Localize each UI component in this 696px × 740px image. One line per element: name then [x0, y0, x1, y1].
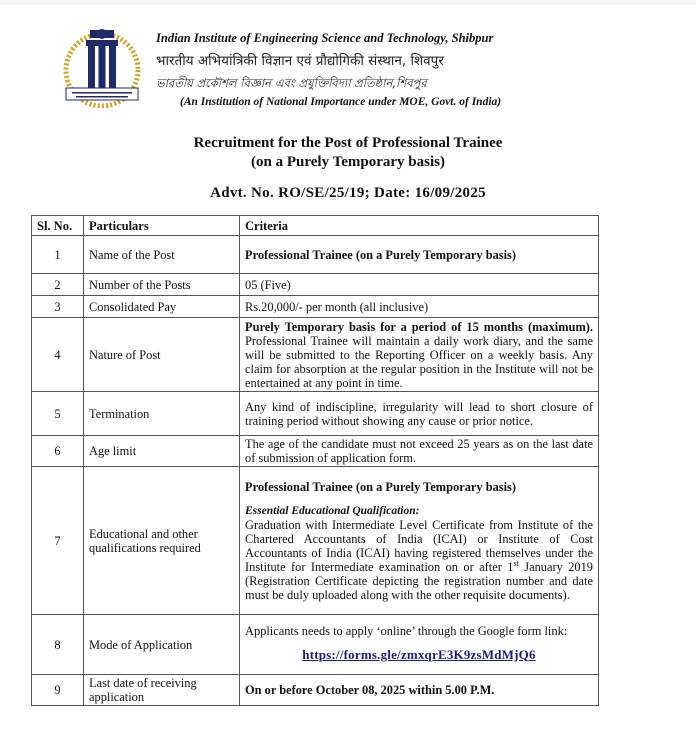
institute-name-bengali: ভারতীয় প্রকৌশল বিজ্ঞান এবং প্রযুক্তিবিদ্যা প্রতিষ্ঠান,শিবপুর: [156, 76, 427, 90]
table-row: [32, 436, 599, 467]
institute-name-english: Indian Institute of Engineering Science and Technology, Shibpur: [156, 31, 494, 45]
row-criteria: Rs.20,000/- per month (all inclusive): [240, 296, 599, 318]
table-row: [32, 615, 599, 675]
row-sl: 3: [32, 296, 84, 318]
row-criteria: [240, 467, 599, 615]
column-header-criteria: Criteria: [240, 216, 599, 236]
column-header-particulars: Particulars: [84, 216, 240, 236]
row-particular: Name of the Post: [84, 236, 240, 274]
row-criteria: Any kind of indiscipline, irregularity will lead to short closure of training period without showing any cause or prior notice.: [240, 392, 599, 436]
table-header-row: [32, 216, 599, 236]
table-row: [32, 675, 599, 706]
row-particular: Last date of receiving application: [84, 675, 240, 706]
row-criteria: The age of the candidate must not exceed 25 years as on the last date of submission of application form.: [240, 436, 599, 467]
table-row: [32, 296, 599, 318]
criteria-text: Applicants needs to apply ‘online’ through the Google form link:: [245, 623, 568, 638]
notice-title: Recruitment for the Post of Professional Trainee: [193, 135, 503, 151]
table-row: [32, 318, 599, 392]
table-row: [32, 467, 599, 615]
row-particular: Termination: [84, 392, 240, 436]
row-criteria: On or before October 08, 2025 within 5.00 P.M.: [240, 675, 599, 706]
top-edge: [0, 0, 696, 5]
row-sl: 1: [32, 236, 84, 274]
criteria-post-name: Professional Trainee (on a Purely Temporary basis): [245, 479, 516, 494]
row-sl: 5: [32, 392, 84, 436]
google-form-link[interactable]: https://forms.gle/zmxqrE3K9zsMdMjQ6: [302, 646, 536, 662]
criteria-qualification-text: Graduation with Intermediate Level Certificate from Institute of the Chartered Accountants of India (ICAI) or Institute of Cost Accountants of India (ICAI) having registered themselves under the Institute for Intermediate examination on or after 1st January 2019 (Registration Certificate depicting the registration number and date must be duly uploaded along with the other requisite documents).: [245, 517, 593, 602]
row-criteria: [240, 615, 599, 675]
row-criteria: 05 (Five): [240, 274, 599, 296]
advertisement-number: Advt. No. RO/SE/25/19; Date: 16/09/2025: [210, 185, 486, 201]
row-criteria: Professional Trainee (on a Purely Temporary basis): [240, 236, 599, 274]
row-particular: Consolidated Pay: [84, 296, 240, 318]
table-row: [32, 274, 599, 296]
criteria-emphasis: Purely Temporary basis for a period of 15 months (maximum).: [245, 319, 593, 334]
row-sl: 8: [32, 615, 84, 675]
row-sl: 6: [32, 436, 84, 467]
row-particular: Number of the Posts: [84, 274, 240, 296]
recruitment-table: [31, 215, 599, 706]
notice-title-basis: (on a Purely Temporary basis): [251, 154, 445, 170]
row-particular: Nature of Post: [84, 318, 240, 392]
institute-logo-icon: [58, 26, 146, 108]
row-sl: 4: [32, 318, 84, 392]
table-row: [32, 236, 599, 274]
row-particular: Age limit: [84, 436, 240, 467]
institute-subtitle: (An Institution of National Importance under MOE, Govt. of India): [180, 96, 502, 108]
row-sl: 9: [32, 675, 84, 706]
institute-name-hindi: भारतीय अभियांत्रिकी विज्ञान एवं प्रौद्योगिकी संस्थान, शिवपुर: [156, 53, 444, 69]
row-sl: 7: [32, 467, 84, 615]
criteria-text: Professional Trainee will maintain a daily work diary, and the same will be submitted to the Reporting Officer on a weekly basis. Any claim for absorption at the regular position in the Institute will not be entertained at any point in time.: [245, 333, 593, 390]
row-sl: 2: [32, 274, 84, 296]
column-header-sl-no: Sl. No.: [32, 216, 84, 236]
table-row: [32, 392, 599, 436]
row-criteria: [240, 318, 599, 392]
row-particular: Mode of Application: [84, 615, 240, 675]
row-particular: Educational and other qualifications required: [84, 467, 240, 615]
criteria-qualification-heading: Essential Educational Qualification:: [245, 504, 420, 517]
